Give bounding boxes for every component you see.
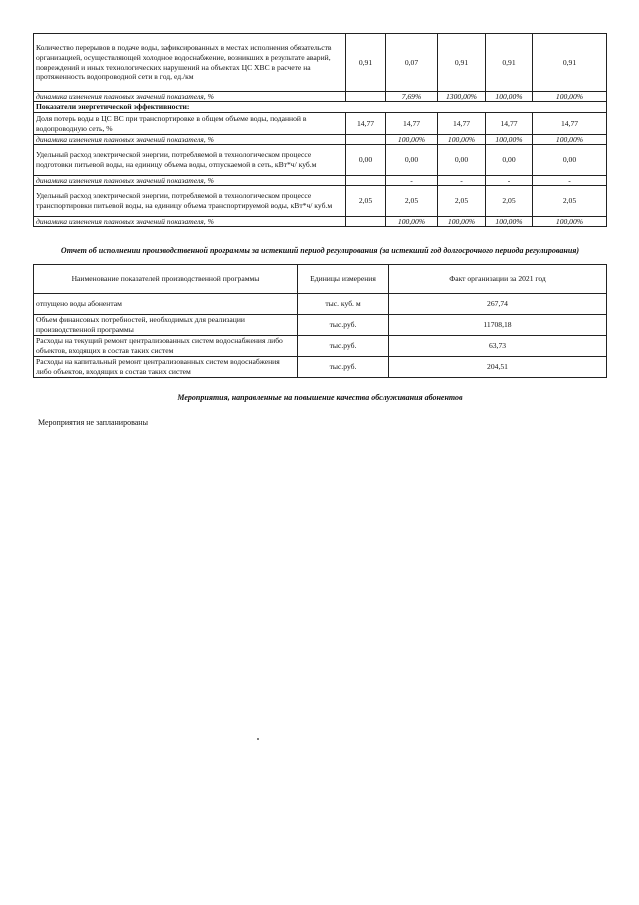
dynamics-value: 100,00% <box>486 217 533 227</box>
indicator-value: 0,00 <box>533 145 607 176</box>
indicator-value: 0,00 <box>346 145 386 176</box>
dynamics-value: - <box>486 176 533 186</box>
program-item-value: 267,74 <box>389 294 607 315</box>
section-heading: Показатели энергетической эффективности: <box>34 102 607 113</box>
table-row <box>34 176 607 186</box>
dynamics-value: 100,00% <box>533 92 607 102</box>
dynamics-value: 100,00% <box>386 217 438 227</box>
dynamics-value <box>346 217 386 227</box>
dynamics-value: 100,00% <box>533 135 607 145</box>
program-item-unit: тыс. куб. м <box>298 294 389 315</box>
dynamics-value <box>346 135 386 145</box>
table-row <box>34 113 607 135</box>
indicator-value: 2,05 <box>386 186 438 217</box>
program-item-unit: тыс.руб. <box>298 357 389 378</box>
indicator-value: 14,77 <box>533 113 607 135</box>
column-header: Факт организации за 2021 год <box>389 265 607 294</box>
dynamics-value: 7,69% <box>386 92 438 102</box>
scan-speck <box>257 738 259 740</box>
program-item-name: Объем финансовых потребностей, необходимых для реализации производственной программы <box>34 315 298 336</box>
table-row <box>34 336 607 357</box>
table-row <box>34 92 607 102</box>
indicator-value: 14,77 <box>386 113 438 135</box>
column-header: Единицы измерения <box>298 265 389 294</box>
indicator-value: 14,77 <box>438 113 486 135</box>
dynamics-value: - <box>438 176 486 186</box>
dynamics-value: - <box>533 176 607 186</box>
indicator-value: 0,00 <box>386 145 438 176</box>
program-item-name: Расходы на текущий ремонт централизованных систем водоснабжения либо объектов, входящих в состав таких систем <box>34 336 298 357</box>
program-table <box>33 264 607 378</box>
indicator-value: 14,77 <box>346 113 386 135</box>
table-header-row <box>34 265 607 294</box>
indicator-name: Удельный расход электрической энергии, потребляемой в технологическом процессе подготовки питьевой воды, на единицу объема воды, отпускаемой в сеть, кВт*ч/ куб.м <box>34 145 346 176</box>
dynamics-label: динамика изменения плановых значений показателя, % <box>34 176 346 186</box>
indicator-value: 0,91 <box>533 34 607 92</box>
indicator-value: 2,05 <box>346 186 386 217</box>
table-row <box>34 34 607 92</box>
report-title: Отчет об исполнении производственной программы за истекший период регулирования (за истекший год долгосрочного периода регулирования) <box>60 246 580 255</box>
dynamics-label: динамика изменения плановых значений показателя, % <box>34 217 346 227</box>
dynamics-value: - <box>386 176 438 186</box>
dynamics-label: динамика изменения плановых значений показателя, % <box>34 92 346 102</box>
program-item-name: отпущено воды абонентам <box>34 294 298 315</box>
indicator-value: 2,05 <box>486 186 533 217</box>
indicator-value: 0,07 <box>386 34 438 92</box>
table-row <box>34 357 607 378</box>
indicator-value: 0,91 <box>346 34 386 92</box>
dynamics-value <box>346 92 386 102</box>
dynamics-value: 100,00% <box>438 135 486 145</box>
program-item-unit: тыс.руб. <box>298 336 389 357</box>
measures-note: Мероприятия не запланированы <box>38 418 148 427</box>
table-row <box>34 294 607 315</box>
indicator-value: 2,05 <box>533 186 607 217</box>
table-row <box>34 102 607 113</box>
indicator-name: Доля потерь воды в ЦС ВС при транспортировке в общем объеме воды, поданной в водопроводную сеть, % <box>34 113 346 135</box>
indicator-value: 0,00 <box>438 145 486 176</box>
dynamics-value: 100,00% <box>533 217 607 227</box>
table-row <box>34 217 607 227</box>
table-row <box>34 145 607 176</box>
program-item-value: 204,51 <box>389 357 607 378</box>
indicator-value: 0,91 <box>486 34 533 92</box>
dynamics-label: динамика изменения плановых значений показателя, % <box>34 135 346 145</box>
indicator-value: 0,91 <box>438 34 486 92</box>
indicator-value: 0,00 <box>486 145 533 176</box>
dynamics-value: 100,00% <box>386 135 438 145</box>
dynamics-value: 100,00% <box>438 217 486 227</box>
program-item-value: 63,73 <box>389 336 607 357</box>
indicator-value: 14,77 <box>486 113 533 135</box>
program-item-unit: тыс.руб. <box>298 315 389 336</box>
dynamics-value: 1300,00% <box>438 92 486 102</box>
indicators-table <box>33 33 607 227</box>
dynamics-value: 100,00% <box>486 135 533 145</box>
table-row <box>34 315 607 336</box>
indicator-name: Количество перерывов в подаче воды, зафиксированных в местах исполнения обязательств организацией, осуществляющей холодное водоснабжение, возникших в результате аварий, повреждений и иных технологических нарушений на объектах ЦС ХВС в расчете на протяженность водопроводной сети в год, ед./км <box>34 34 346 92</box>
measures-title: Мероприятия, направленные на повышение качества обслуживания абонентов <box>177 393 463 402</box>
program-item-name: Расходы на капитальный ремонт централизованных систем водоснабжения либо объектов, входящих в состав таких систем <box>34 357 298 378</box>
dynamics-value: 100,00% <box>486 92 533 102</box>
table-row <box>34 186 607 217</box>
table-row <box>34 135 607 145</box>
program-item-value: 11708,18 <box>389 315 607 336</box>
indicator-value: 2,05 <box>438 186 486 217</box>
column-header: Наименование показателей производственной программы <box>34 265 298 294</box>
dynamics-value <box>346 176 386 186</box>
indicator-name: Удельный расход электрической энергии, потребляемой в технологическом процессе транспортировки питьевой воды, на единицу объема транспортируемой воды, кВт*ч/ куб.м <box>34 186 346 217</box>
